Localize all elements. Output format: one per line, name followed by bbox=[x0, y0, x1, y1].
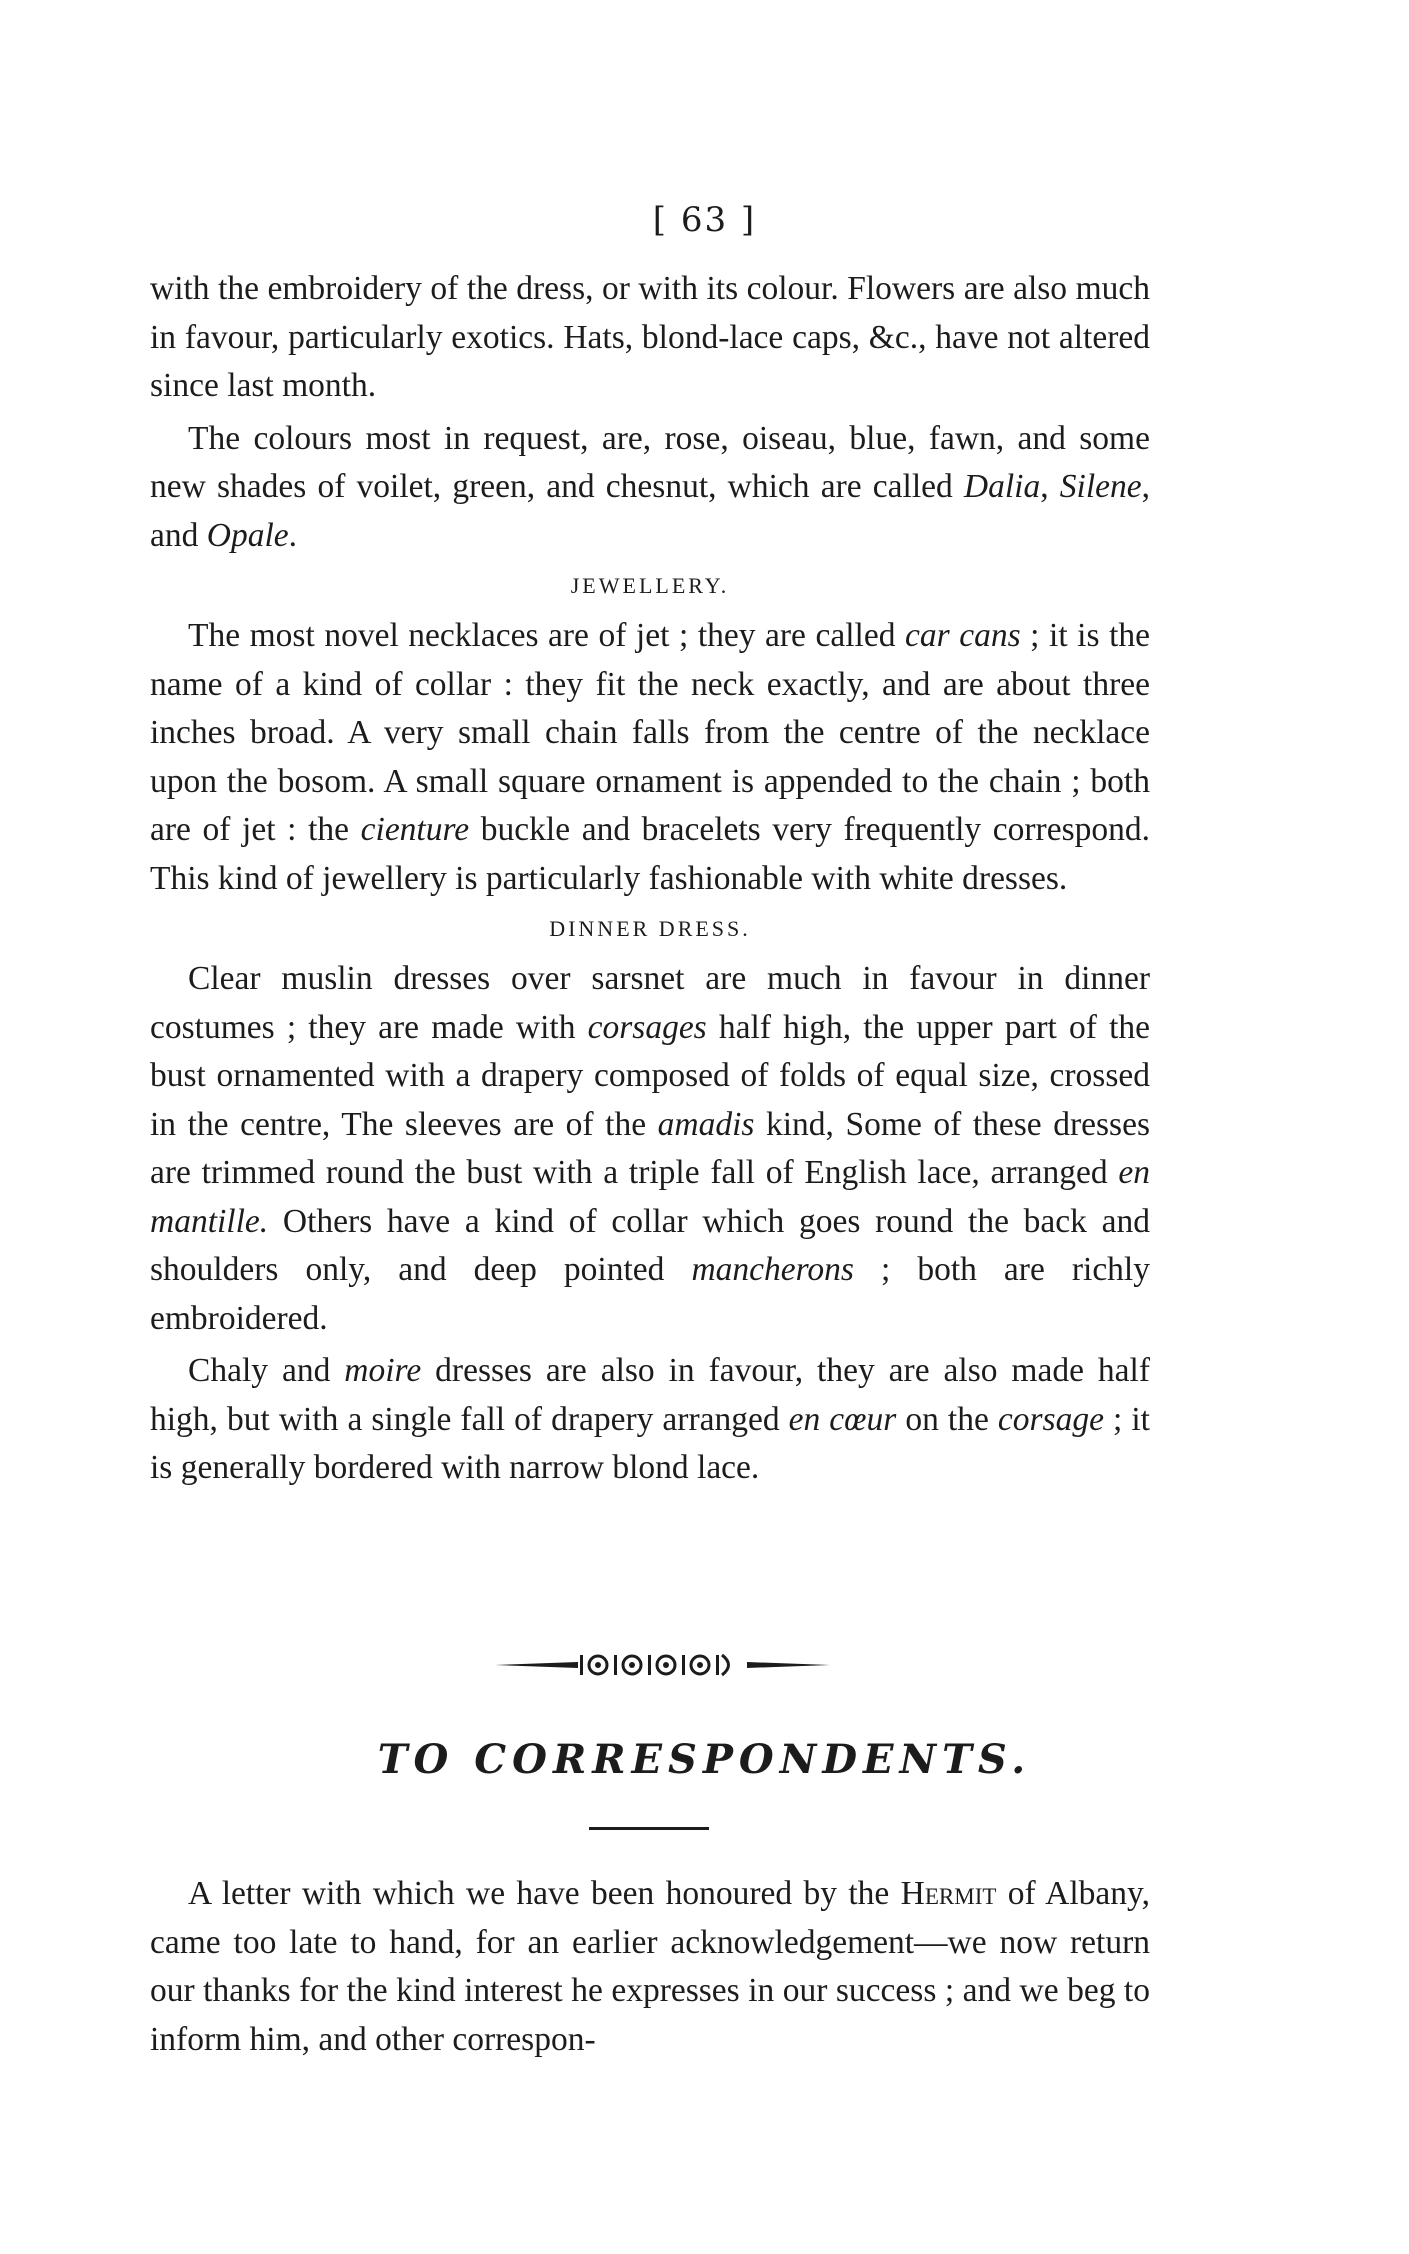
heading-dinner-dress: DINNER DRESS. bbox=[549, 916, 751, 941]
article-body bbox=[150, 265, 1150, 1493]
paragraph-correspondents: A letter with which we have been honoured by the Hermit of Albany, came too late to hand, for an earlier acknowledgement—we now return our thanks for the kind interest he expresses in our success ; and we beg to inform him, and other correspon- bbox=[150, 1875, 1150, 2058]
paragraph-dinner-dress: Clear muslin dresses over sarsnet are much in favour in dinner costumes ; they are made with corsages half high, the upper part of the bust ornamented with a drapery composed of folds of equal size, crossed in the centre, The sleeves are of the amadis kind, Some of these dresses are trimmed round the bust with a triple fall of English lace, arranged en mantille. Others have a kind of collar which goes round the back and shoulders only, and deep pointed mancherons ; both are richly embroidered. bbox=[150, 960, 1150, 1337]
paragraph-colours: The colours most in request, are, rose, oiseau, blue, fawn, and some new shades of voilet, green, and chesnut, which are called Dalia, Silene, and Opale. bbox=[150, 419, 1151, 554]
title-rule bbox=[589, 1827, 709, 1830]
paragraph-chaly: Chaly and moire dresses are also in favour, they are also made half high, but with a single fall of drapery arranged en cœur on the corsage ; it is generally bordered with narrow blond lace. bbox=[150, 1352, 1151, 1486]
page-number: [ 63 ] bbox=[652, 200, 757, 240]
ornament-divider bbox=[0, 1650, 1409, 1680]
heading-jewellery: JEWELLERY. bbox=[570, 573, 730, 598]
paragraph-continuation: with the embroidery of the dress, or with its colour. Flowers are also much in favour, particularly exotics. Hats, blond-lace caps, &c., have not altered since last month. bbox=[150, 270, 1150, 404]
section-title: TO CORRESPONDENTS. bbox=[377, 1736, 1032, 1783]
correspondents-body bbox=[150, 1870, 1150, 2064]
paragraph-jewellery: The most novel necklaces are of jet ; they are called car cans ; it is the name of a kind of collar : they fit the neck exactly, and are about three inches broad. A very small chain falls from the centre of the necklace upon the bosom. A small square ornament is appended to the chain ; both are of jet : the cienture buckle and bracelets very frequently correspond. This kind of jewellery is particularly fashionable with white dresses. bbox=[150, 617, 1150, 897]
